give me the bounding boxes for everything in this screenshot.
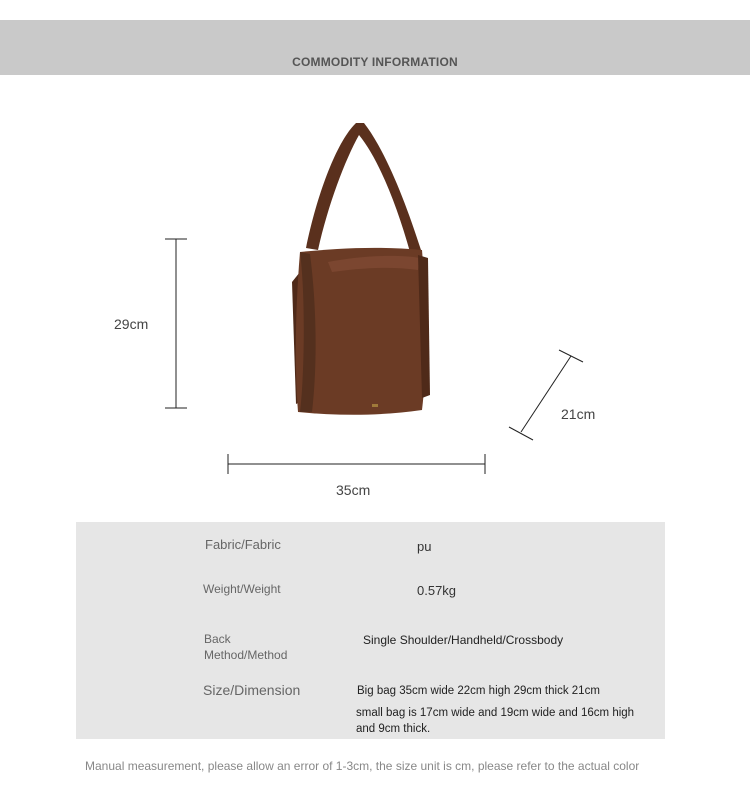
section-title: COMMODITY INFORMATION [292, 55, 458, 69]
method-label-line2: Method/Method [204, 648, 288, 662]
size-value-small-1: small bag is 17cm wide and 19cm wide and 16cm high [356, 707, 635, 719]
size-value-big: Big bag 35cm wide 22cm high 29cm thick 21cm [357, 685, 600, 697]
weight-label: Weight/Weight [203, 582, 281, 596]
size-label: Size/Dimension [203, 682, 301, 698]
method-value: Single Shoulder/Handheld/Crossbody [363, 633, 564, 647]
bag-strap [306, 123, 421, 252]
fabric-value: pu [417, 539, 432, 554]
height-label: 29cm [114, 316, 149, 332]
bag-logo [372, 404, 378, 407]
width-label: 35cm [336, 482, 371, 498]
size-value-small-2: and 9cm thick. [356, 723, 431, 735]
depth-cap-top [559, 350, 583, 362]
footnote: Manual measurement, please allow an error of 1-3cm, the size unit is cm, please refer to the actual color [85, 759, 640, 773]
fabric-label: Fabric/Fabric [205, 537, 281, 552]
depth-cap-bottom [509, 427, 533, 440]
method-label-line1: Back [204, 632, 231, 646]
spec-table [76, 522, 665, 739]
weight-value: 0.57kg [417, 583, 457, 598]
depth-label: 21cm [561, 406, 596, 422]
